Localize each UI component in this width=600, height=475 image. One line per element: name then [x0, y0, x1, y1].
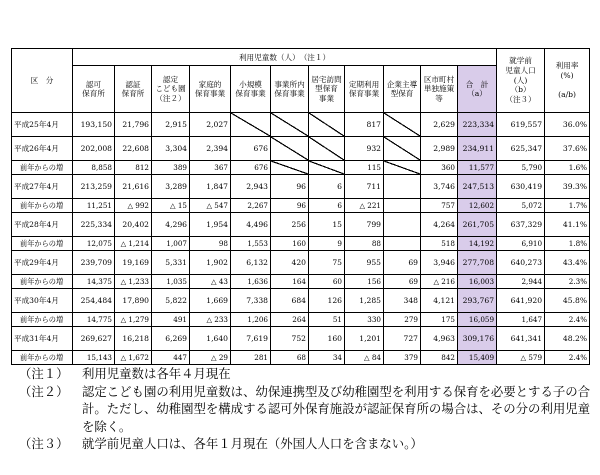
table-cell: 3,946	[421, 251, 458, 275]
diff-cell: △ 1,233	[115, 275, 152, 289]
diff-cell: 12,075	[73, 237, 115, 251]
table-cell: 234,911	[458, 137, 497, 161]
diff-cell	[271, 161, 309, 175]
diff-cell: 330	[345, 313, 384, 327]
diff-cell: 14,775	[73, 313, 115, 327]
diff-cell: △ 579	[497, 351, 545, 365]
column-header: 認可 保育所	[73, 66, 115, 113]
table-cell: 7,619	[231, 327, 271, 351]
diff-cell: 98	[190, 237, 231, 251]
table-cell: 727	[384, 327, 421, 351]
table-cell	[271, 113, 309, 137]
table-cell	[384, 137, 421, 161]
diff-cell: 96	[271, 199, 309, 213]
diff-cell: 1.8%	[545, 237, 590, 251]
diff-cell: 389	[152, 161, 190, 175]
table-cell: 3,289	[152, 175, 190, 199]
column-header: 事業所内 保育事業	[271, 66, 309, 113]
notes	[19, 365, 594, 453]
table-cell: 75	[309, 251, 345, 275]
diff-row	[12, 237, 590, 251]
table-cell: 39.3%	[545, 175, 590, 199]
table-cell: 20,402	[115, 213, 152, 237]
column-header: 居宅訪問 型保育 事業	[309, 66, 345, 113]
note-item	[19, 365, 594, 383]
diff-cell: △ 84	[345, 351, 384, 365]
row-label: 平成28年4月	[12, 213, 73, 237]
note-key: （注１）	[19, 366, 69, 381]
diff-cell: 11,577	[458, 161, 497, 175]
column-header: 合 計 （a）	[458, 66, 497, 113]
table-row	[12, 175, 590, 199]
table-cell: 36.0%	[545, 113, 590, 137]
table-cell: 261,705	[458, 213, 497, 237]
table-cell: 21,616	[115, 175, 152, 199]
table-cell	[384, 175, 421, 199]
table-cell: 6,132	[231, 251, 271, 275]
table-cell: 96	[271, 175, 309, 199]
diff-cell: 1,553	[231, 237, 271, 251]
table-cell: 17,890	[115, 289, 152, 313]
diff-cell: 360	[421, 161, 458, 175]
table-cell: 254,484	[73, 289, 115, 313]
table-cell: 711	[345, 175, 384, 199]
table-row	[12, 251, 590, 275]
diff-cell: △ 15	[152, 199, 190, 213]
diff-row	[12, 313, 590, 327]
table-cell: 641,920	[497, 289, 545, 313]
diff-cell: 2.4%	[545, 351, 590, 365]
diff-cell: 160	[271, 237, 309, 251]
table-cell: 625,347	[497, 137, 545, 161]
row-label: 平成27年4月	[12, 175, 73, 199]
table-cell: 256	[271, 213, 309, 237]
diff-cell: 9	[309, 237, 345, 251]
table-cell: 22,608	[115, 137, 152, 161]
table-cell: 684	[271, 289, 309, 313]
table-cell	[384, 113, 421, 137]
diff-cell: 279	[384, 313, 421, 327]
diff-cell: 2,944	[497, 275, 545, 289]
table-cell: 640,273	[497, 251, 545, 275]
row-label: 平成25年4月	[12, 113, 73, 137]
note-item	[19, 383, 594, 436]
row-label: 平成30年4月	[12, 289, 73, 313]
diff-cell: 5,790	[497, 161, 545, 175]
table-cell: 641,341	[497, 327, 545, 351]
diff-cell: 379	[384, 351, 421, 365]
diff-label: 前年からの増	[12, 275, 73, 289]
table-cell: 37.6%	[545, 137, 590, 161]
diff-cell: △ 216	[421, 275, 458, 289]
table-cell: 43.4%	[545, 251, 590, 275]
table-cell: 348	[384, 289, 421, 313]
diff-cell: △ 233	[190, 313, 231, 327]
diff-row	[12, 161, 590, 175]
diff-cell: 68	[271, 351, 309, 365]
table-cell: 309,176	[458, 327, 497, 351]
table-cell: 4,963	[421, 327, 458, 351]
table-cell: 239,709	[73, 251, 115, 275]
table-cell	[271, 137, 309, 161]
diff-cell	[384, 161, 421, 175]
table-cell: 277,708	[458, 251, 497, 275]
row-label: 平成26年4月	[12, 137, 73, 161]
column-header: 認定 こども園 （注２）	[152, 66, 190, 113]
table-cell	[309, 113, 345, 137]
diff-cell: △ 1,672	[115, 351, 152, 365]
table-cell: 5,822	[152, 289, 190, 313]
table-cell: 420	[271, 251, 309, 275]
diff-cell: 34	[309, 351, 345, 365]
diff-label: 前年からの増	[12, 313, 73, 327]
diff-cell: 60	[309, 275, 345, 289]
diff-cell: 757	[421, 199, 458, 213]
table-row	[12, 137, 590, 161]
diff-cell: 676	[231, 161, 271, 175]
table-cell: 1,902	[190, 251, 231, 275]
column-header: 認証 保育所	[115, 66, 152, 113]
table-cell: 1,669	[190, 289, 231, 313]
diff-cell: 491	[152, 313, 190, 327]
diff-cell	[384, 199, 421, 213]
table-cell: 1,285	[345, 289, 384, 313]
diff-cell: 14,192	[458, 237, 497, 251]
diff-cell: 518	[421, 237, 458, 251]
table-cell: 619,557	[497, 113, 545, 137]
table-cell: 6,269	[152, 327, 190, 351]
table-cell: 293,767	[458, 289, 497, 313]
table-cell: 2,943	[231, 175, 271, 199]
table-cell: 637,329	[497, 213, 545, 237]
diff-cell: 5,072	[497, 199, 545, 213]
diff-cell: 2,267	[231, 199, 271, 213]
table-cell: 4,496	[231, 213, 271, 237]
note-text: 認定こども園の利用児童数は、幼保連携型及び幼稚園型を利用する保育を必要とする子の合計。ただし、幼稚園型を構成する認可外保育施設が認証保育所の場合は、その分の利用児童を除く。	[82, 383, 591, 434]
table-cell: 7,338	[231, 289, 271, 313]
diff-row	[12, 351, 590, 365]
table-cell	[384, 213, 421, 237]
diff-cell: 842	[421, 351, 458, 365]
column-header: 家庭的 保育事業	[190, 66, 231, 113]
diff-cell	[309, 161, 345, 175]
table-cell: 2,989	[421, 137, 458, 161]
table-cell: 2,629	[421, 113, 458, 137]
diff-cell: 1.7%	[545, 199, 590, 213]
table-cell: 213,259	[73, 175, 115, 199]
column-header: 定期利用 保育事業	[345, 66, 384, 113]
table-cell: 676	[231, 137, 271, 161]
childcare-usage-table	[11, 48, 590, 365]
table-cell: 126	[309, 289, 345, 313]
diff-cell: 1,007	[152, 237, 190, 251]
table-cell: 41.1%	[545, 213, 590, 237]
table-cell: 2,394	[190, 137, 231, 161]
diff-cell: 6,910	[497, 237, 545, 251]
diff-cell: 51	[309, 313, 345, 327]
note-text: 就学前児童人口は、各年１月現在（外国人人口を含まない。）	[82, 436, 423, 451]
table-cell: 223,334	[458, 113, 497, 137]
diff-cell: 367	[190, 161, 231, 175]
table-cell: 16,218	[115, 327, 152, 351]
diff-cell: △ 547	[190, 199, 231, 213]
usage-rate-header: 利用率 (%) (a/b)	[545, 49, 590, 113]
table-row	[12, 213, 590, 237]
table-cell: 630,419	[497, 175, 545, 199]
diff-cell: 164	[271, 275, 309, 289]
diff-cell: 1,206	[231, 313, 271, 327]
table-cell: 202,008	[73, 137, 115, 161]
table-cell	[309, 137, 345, 161]
diff-label: 前年からの増	[12, 161, 73, 175]
diff-cell	[384, 237, 421, 251]
diff-cell: △ 43	[190, 275, 231, 289]
note-key: （注３）	[19, 436, 69, 451]
diff-cell: 69	[384, 275, 421, 289]
table-cell: 2,915	[152, 113, 190, 137]
diff-cell: 1.6%	[545, 161, 590, 175]
column-header: 小規模 保育事業	[231, 66, 271, 113]
diff-cell: 11,251	[73, 199, 115, 213]
table-cell: 4,264	[421, 213, 458, 237]
diff-cell: 15,409	[458, 351, 497, 365]
table-cell: 193,150	[73, 113, 115, 137]
table-cell: 799	[345, 213, 384, 237]
note-item	[19, 435, 594, 453]
diff-cell: 1,647	[497, 313, 545, 327]
diff-cell: △ 992	[115, 199, 152, 213]
column-header: 区市町村 単独施策 等	[421, 66, 458, 113]
table-row	[12, 327, 590, 351]
table-cell: 160	[309, 327, 345, 351]
table-cell: 5,331	[152, 251, 190, 275]
diff-row	[12, 275, 590, 289]
table-cell: 269,627	[73, 327, 115, 351]
table-cell: 817	[345, 113, 384, 137]
table-cell: 932	[345, 137, 384, 161]
diff-row	[12, 199, 590, 213]
diff-cell: △ 1,279	[115, 313, 152, 327]
diff-cell: 447	[152, 351, 190, 365]
table-cell: 69	[384, 251, 421, 275]
table-cell	[231, 113, 271, 137]
table-cell: 247,513	[458, 175, 497, 199]
table-cell: 225,334	[73, 213, 115, 237]
table-cell: 3,746	[421, 175, 458, 199]
table-cell: 2,027	[190, 113, 231, 137]
diff-cell: △ 29	[190, 351, 231, 365]
table-cell: 21,796	[115, 113, 152, 137]
usage-group-header: 利用児童数（人） （注１）	[73, 49, 497, 66]
table-cell: 4,296	[152, 213, 190, 237]
table-cell: 48.2%	[545, 327, 590, 351]
diff-cell: 12,602	[458, 199, 497, 213]
table-cell: 15	[309, 213, 345, 237]
category-header: 区 分	[12, 49, 73, 113]
table-row	[12, 113, 590, 137]
note-key: （注２）	[19, 383, 69, 399]
table-cell: 1,954	[190, 213, 231, 237]
diff-cell: 281	[231, 351, 271, 365]
diff-cell: 8,858	[73, 161, 115, 175]
table-cell: 4,121	[421, 289, 458, 313]
diff-label: 前年からの増	[12, 199, 73, 213]
table-cell: 752	[271, 327, 309, 351]
diff-cell: 6	[309, 199, 345, 213]
diff-cell: 16,003	[458, 275, 497, 289]
table-cell: 19,169	[115, 251, 152, 275]
diff-cell: 14,375	[73, 275, 115, 289]
table-cell: 6	[309, 175, 345, 199]
table-row	[12, 289, 590, 313]
diff-cell: 115	[345, 161, 384, 175]
diff-cell: 1,636	[231, 275, 271, 289]
table-cell: 1,201	[345, 327, 384, 351]
preschool-population-header: 就学前 児童人口 (人) （b） （注３）	[497, 49, 545, 113]
diff-cell: 2.4%	[545, 313, 590, 327]
diff-cell: 156	[345, 275, 384, 289]
diff-cell: △ 1,214	[115, 237, 152, 251]
column-header: 企業主導 型保育	[384, 66, 421, 113]
table-cell: 1,847	[190, 175, 231, 199]
diff-label: 前年からの増	[12, 237, 73, 251]
diff-cell: △ 221	[345, 199, 384, 213]
diff-label: 前年からの増	[12, 351, 73, 365]
row-label: 平成29年4月	[12, 251, 73, 275]
diff-cell: 88	[345, 237, 384, 251]
diff-cell: 15,143	[73, 351, 115, 365]
row-label: 平成31年4月	[12, 327, 73, 351]
table-cell: 955	[345, 251, 384, 275]
diff-cell: 175	[421, 313, 458, 327]
diff-cell: 16,059	[458, 313, 497, 327]
table-cell: 3,304	[152, 137, 190, 161]
table-cell: 45.8%	[545, 289, 590, 313]
diff-cell: 812	[115, 161, 152, 175]
note-text: 利用児童数は各年４月現在	[82, 366, 231, 381]
diff-cell: 1,035	[152, 275, 190, 289]
diff-cell: 2.3%	[545, 275, 590, 289]
diff-cell: 264	[271, 313, 309, 327]
table-cell: 1,640	[190, 327, 231, 351]
